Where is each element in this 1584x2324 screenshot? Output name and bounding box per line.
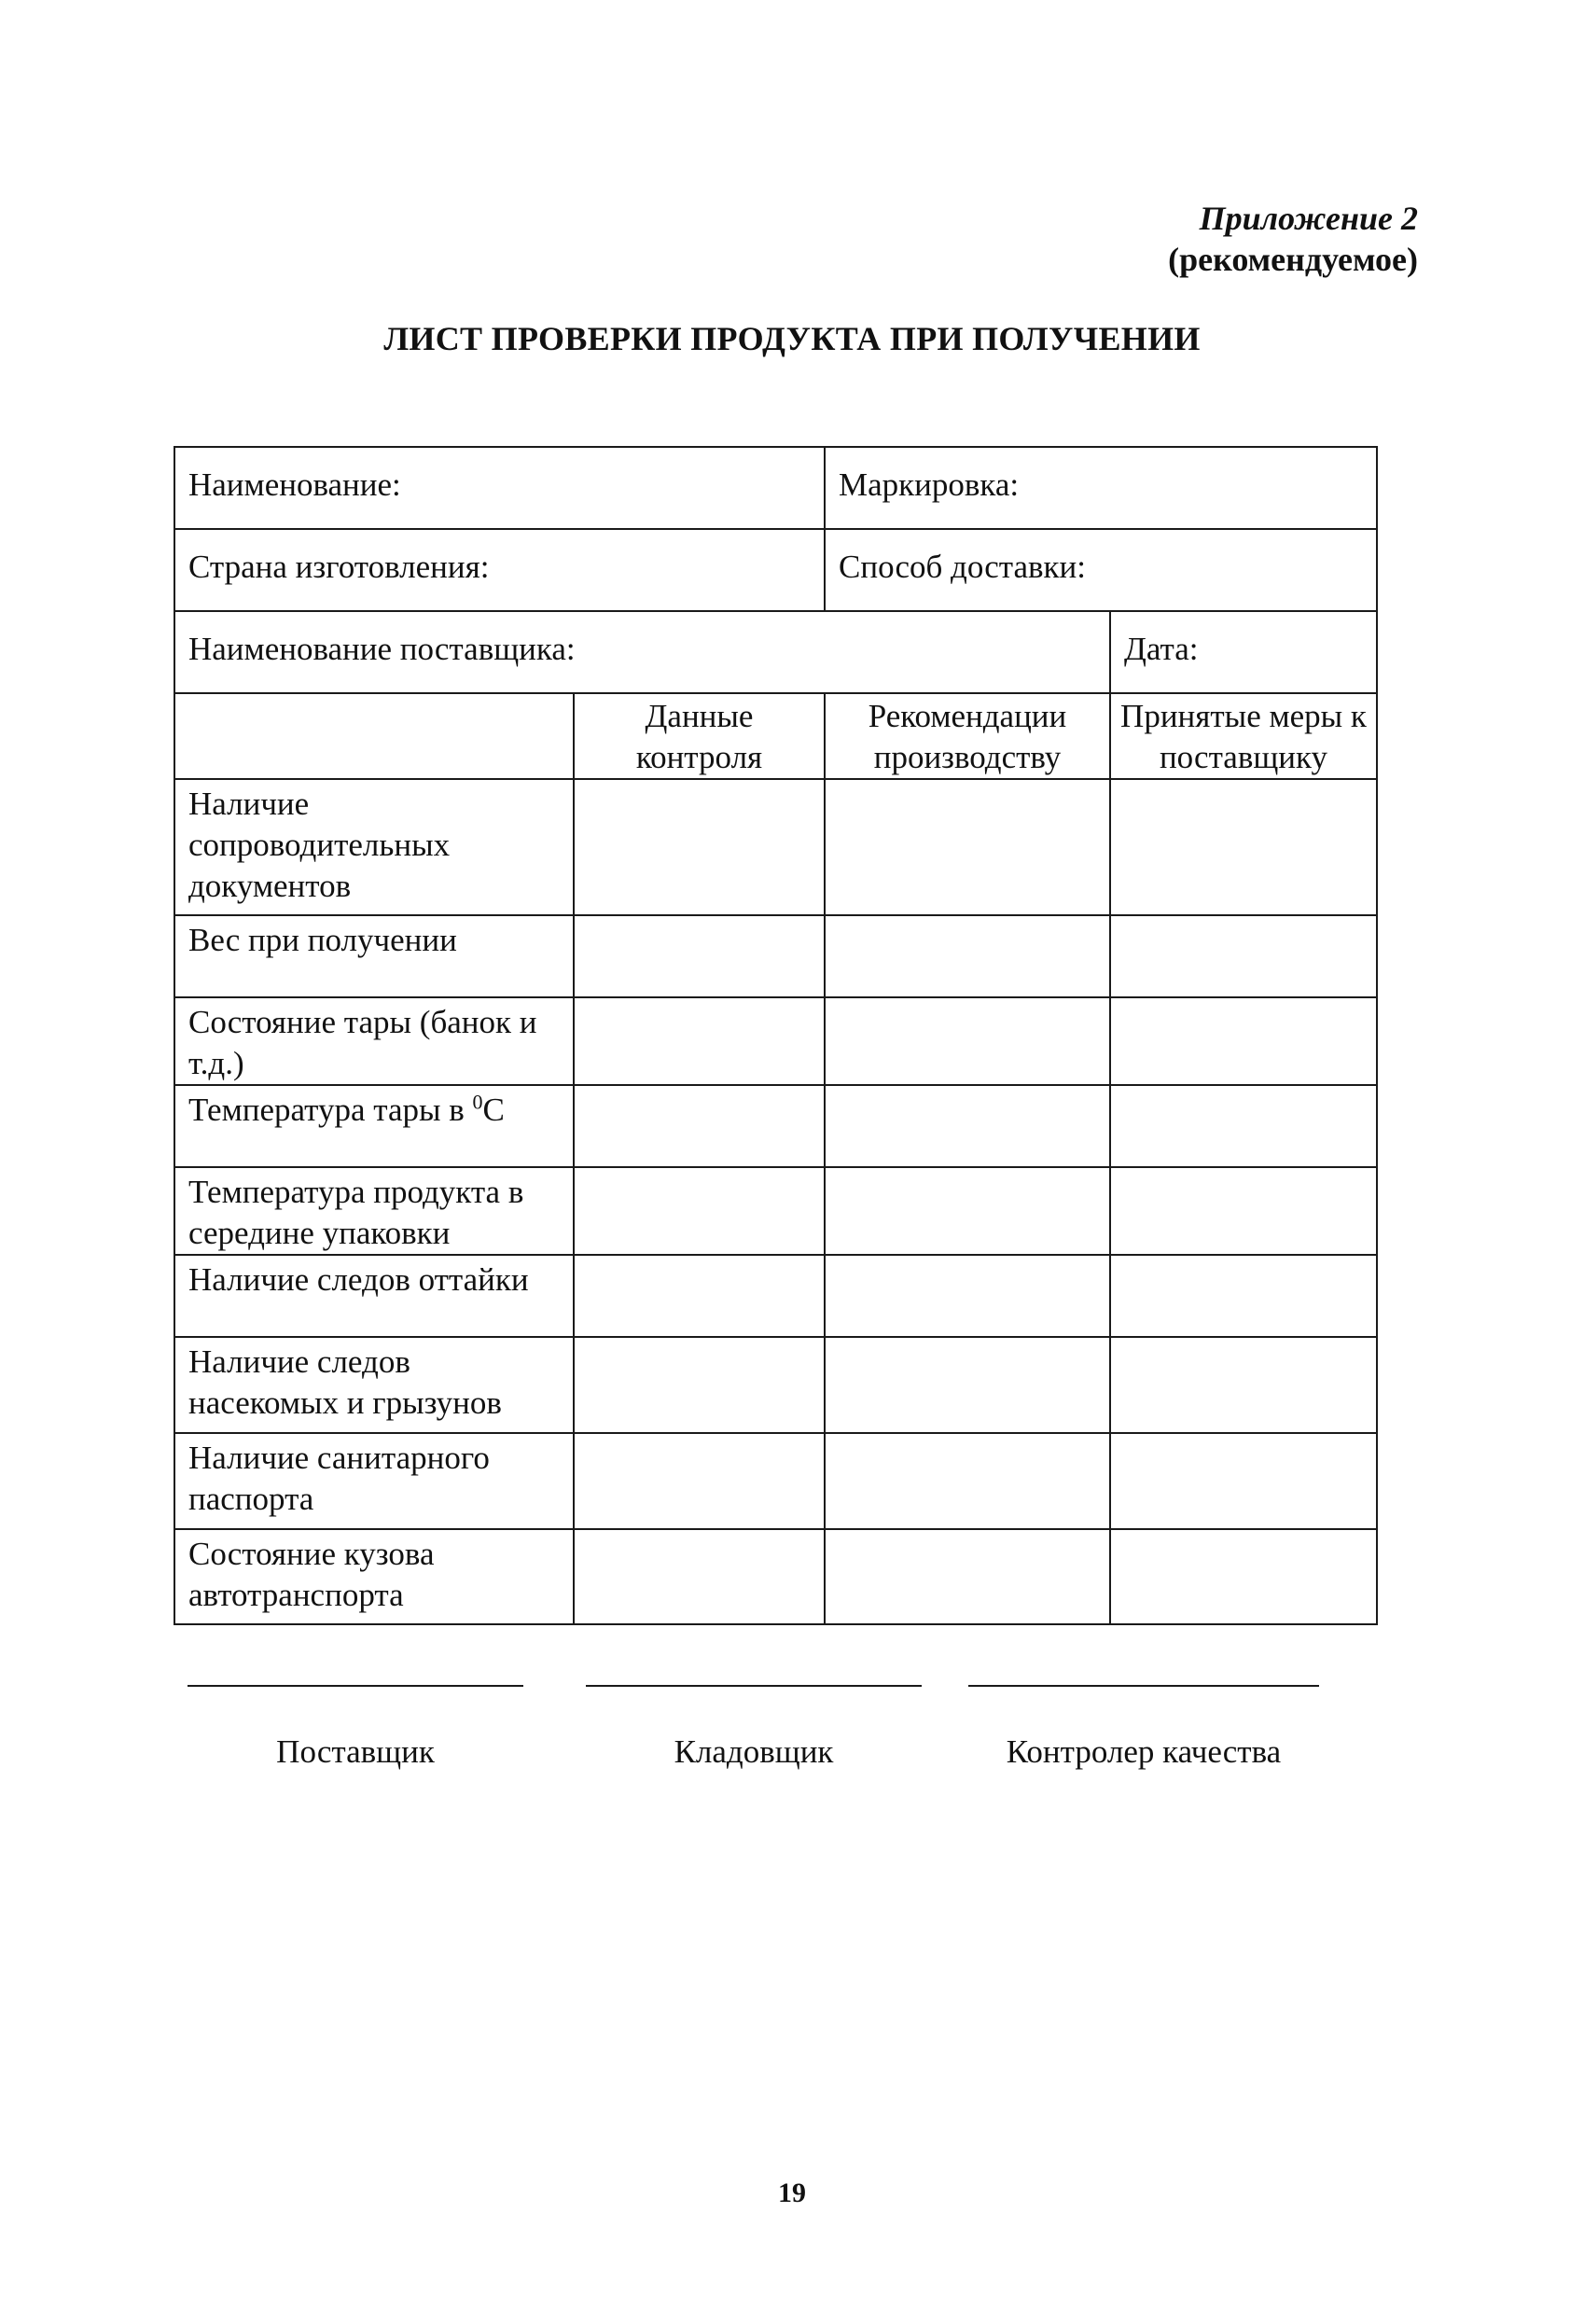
signature-storekeeper: [586, 1685, 922, 1771]
control-data-cell[interactable]: [574, 1433, 825, 1529]
marking-field-cell[interactable]: [825, 447, 1377, 529]
signature-quality-controller: [968, 1685, 1319, 1771]
country-field-cell[interactable]: [174, 529, 825, 611]
row-label-temperature-container: [174, 1085, 574, 1167]
signature-line[interactable]: [188, 1685, 523, 1687]
row-label: Состояние тары (банок и т.д.): [174, 997, 574, 1085]
form-row-supplier: [174, 611, 1377, 693]
recommendation-cell[interactable]: [825, 1085, 1110, 1167]
form-row-country: [174, 529, 1377, 611]
recommendation-cell[interactable]: [825, 997, 1110, 1085]
document-title: ЛИСТ ПРОВЕРКИ ПРОДУКТА ПРИ ПОЛУЧЕНИИ: [383, 320, 1201, 357]
supplier-measures-cell[interactable]: [1110, 1433, 1377, 1529]
header-control-data: Данные контроля: [574, 693, 825, 779]
recommendation-cell[interactable]: [825, 1529, 1110, 1624]
recommendation-cell[interactable]: [825, 1167, 1110, 1255]
signature-role-supplier: Поставщик: [276, 1733, 435, 1770]
header-empty-cell: [174, 693, 574, 779]
table-row: [174, 1337, 1377, 1433]
table-row: [174, 997, 1377, 1085]
name-field-cell[interactable]: [174, 447, 825, 529]
country-label: Страна изготовления:: [188, 549, 490, 585]
signature-line[interactable]: [968, 1685, 1319, 1687]
annex-heading: [1168, 198, 1418, 280]
supplier-measures-cell[interactable]: [1110, 1529, 1377, 1624]
control-data-cell[interactable]: [574, 1085, 825, 1167]
row-label: Наличие санитарного паспорта: [174, 1433, 574, 1529]
recommendation-cell[interactable]: [825, 1255, 1110, 1337]
control-data-cell[interactable]: [574, 1337, 825, 1433]
row-label: Наличие сопроводительных документов: [174, 779, 574, 915]
table-row: [174, 915, 1377, 997]
degree-superscript: 0: [472, 1090, 483, 1114]
control-data-cell[interactable]: [574, 1529, 825, 1624]
control-data-cell[interactable]: [574, 1255, 825, 1337]
recommendation-cell[interactable]: [825, 1433, 1110, 1529]
row-label: Вес при получении: [174, 915, 574, 997]
supplier-field-cell[interactable]: [174, 611, 1110, 693]
row-label-text: Температура тары в: [188, 1092, 465, 1128]
recommendation-cell[interactable]: [825, 1337, 1110, 1433]
supplier-measures-cell[interactable]: [1110, 915, 1377, 997]
temperature-unit: C: [482, 1092, 505, 1128]
signature-line[interactable]: [586, 1685, 922, 1687]
annex-title: Приложение 2: [1199, 200, 1418, 237]
supplier-measures-cell[interactable]: [1110, 1167, 1377, 1255]
supplier-measures-cell[interactable]: [1110, 997, 1377, 1085]
supplier-measures-cell[interactable]: [1110, 779, 1377, 915]
supplier-measures-cell[interactable]: [1110, 1085, 1377, 1167]
control-data-cell[interactable]: [574, 997, 825, 1085]
row-label: Наличие следов оттайки: [174, 1255, 574, 1337]
form-row-name: [174, 447, 1377, 529]
page-number: 19: [778, 2178, 806, 2208]
table-row: [174, 1167, 1377, 1255]
supplier-measures-cell[interactable]: [1110, 1255, 1377, 1337]
row-label: Наличие следов насекомых и грызунов: [174, 1337, 574, 1433]
row-label: Состояние кузова автотранспорта: [174, 1529, 574, 1624]
signature-role-quality-controller: Контролер качества: [1006, 1733, 1282, 1770]
delivery-label: Способ доставки:: [839, 549, 1086, 585]
supplier-measures-cell[interactable]: [1110, 1337, 1377, 1433]
signature-section: [0, 1685, 1584, 1788]
signature-supplier: [188, 1685, 523, 1771]
product-check-table: [174, 446, 1378, 1625]
control-data-cell[interactable]: [574, 1167, 825, 1255]
row-label: Температура продукта в середине упаковки: [174, 1167, 574, 1255]
supplier-label: Наименование поставщика:: [188, 631, 576, 667]
name-label: Наименование:: [188, 466, 401, 503]
table-row: [174, 779, 1377, 915]
table-row: [174, 1433, 1377, 1529]
signature-role-storekeeper: Кладовщик: [674, 1733, 834, 1770]
recommendation-cell[interactable]: [825, 915, 1110, 997]
delivery-field-cell[interactable]: [825, 529, 1377, 611]
date-label: Дата:: [1124, 631, 1199, 667]
marking-label: Маркировка:: [839, 466, 1020, 503]
table-header-row: [174, 693, 1377, 779]
header-production-recommendations: Рекомендации производству: [825, 693, 1110, 779]
header-supplier-measures: Принятые меры к поставщику: [1110, 693, 1377, 779]
table-row: [174, 1529, 1377, 1624]
date-field-cell[interactable]: [1110, 611, 1377, 693]
recommendation-cell[interactable]: [825, 779, 1110, 915]
control-data-cell[interactable]: [574, 915, 825, 997]
control-data-cell[interactable]: [574, 779, 825, 915]
annex-subtitle: (рекомендуемое): [1168, 241, 1418, 278]
table-row: [174, 1255, 1377, 1337]
table-row: [174, 1085, 1377, 1167]
